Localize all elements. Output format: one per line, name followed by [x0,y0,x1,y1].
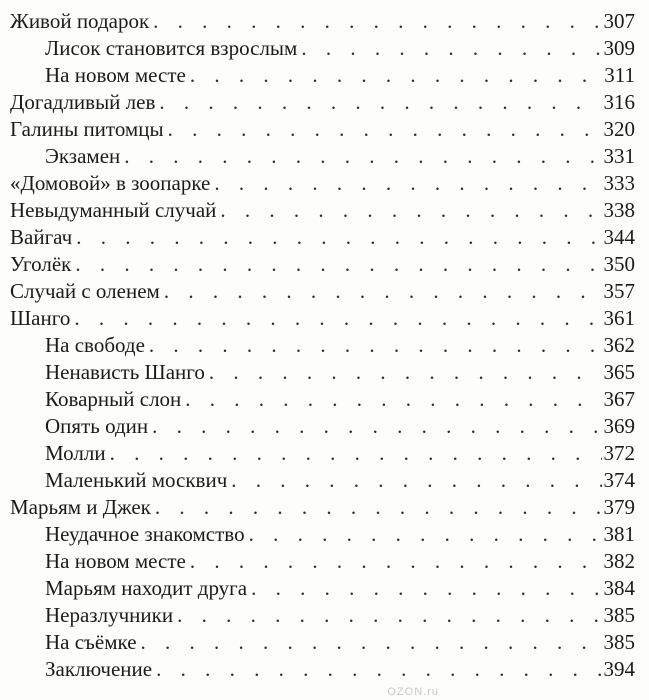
toc-entry-page-number: 350 [603,252,635,276]
toc-entry-title: На съёмке [45,630,137,654]
toc-dot-leader [76,225,601,250]
toc-entry-page-number: 338 [603,198,635,222]
toc-entry [10,522,635,549]
toc-entry-title: «Домовой» в зоопарке [10,171,211,195]
toc-dot-leader [149,333,602,358]
toc-entry-title: Экзамен [45,144,121,168]
toc-dot-leader [153,9,601,34]
toc-entry [10,630,635,657]
toc-entry [10,414,635,441]
toc-dot-leader [141,630,602,655]
toc-entry [10,306,635,333]
toc-dot-leader [155,495,602,520]
toc-entry-page-number: 379 [603,495,635,519]
toc-dot-leader [168,117,602,142]
toc-entry-page-number: 367 [603,387,635,411]
toc-entry-title: Марьям и Джек [10,495,151,519]
toc-entry-page-number: 374 [603,468,635,492]
toc-entry [10,225,635,252]
toc-dot-leader [156,657,601,682]
toc-entry [10,387,635,414]
toc-entry-title: Невыдуманный случай [10,198,217,222]
toc-entry-title: Случай с оленем [10,279,160,303]
toc-entry [10,90,635,117]
toc-entry-title: Коварный слон [45,387,182,411]
toc-entry [10,333,635,360]
toc-dot-leader [209,360,602,385]
toc-dot-leader [190,63,602,88]
toc-dot-leader [190,549,602,574]
toc-entry-title: Лисок становится взрослым [45,36,298,60]
toc-entry-page-number: 311 [604,63,635,87]
toc-entry-title: Неудачное знакомство [45,522,245,546]
toc-entry-title: На свободе [45,333,145,357]
toc-dot-leader [124,144,601,169]
toc-entry-page-number: 320 [603,117,635,141]
toc-entry-page-number: 307 [603,9,635,33]
toc-entry [10,657,635,684]
watermark: OZON.ru [387,686,439,698]
toc-entry-title: Шанго [10,306,71,330]
toc-entry [10,549,635,576]
toc-dot-leader [214,171,601,196]
toc-entry [10,144,635,171]
toc-entry-title: Маленький москвич [45,468,228,492]
toc-dot-leader [185,387,601,412]
toc-entry [10,63,635,90]
toc-entry-title: Неразлучники [45,603,174,627]
toc-entry-title: Опять один [45,414,149,438]
toc-dot-leader [75,252,601,277]
toc-entry-page-number: 394 [603,657,635,681]
toc-dot-leader [159,90,601,115]
toc-dot-leader [249,522,602,547]
toc-entry-page-number: 357 [603,279,635,303]
toc-entry-title: Галины питомцы [10,117,164,141]
toc-entry-page-number: 365 [603,360,635,384]
toc-entry [10,36,635,63]
toc-entry [10,252,635,279]
toc-entry-title: Молли [45,441,106,465]
toc-entry-page-number: 361 [603,306,635,330]
toc-entry [10,279,635,306]
toc-entry [10,576,635,603]
toc-entry-page-number: 385 [603,603,635,627]
toc-entry [10,198,635,225]
toc-entry-page-number: 382 [603,549,635,573]
toc-entry-page-number: 369 [603,414,635,438]
toc-entry-page-number: 344 [603,225,635,249]
toc-entry [10,495,635,522]
toc-dot-leader [231,468,601,493]
toc-entry-title: На новом месте [45,549,186,573]
table-of-contents [10,9,635,684]
toc-entry [10,9,635,36]
toc-entry-title: Догадливый лев [10,90,156,114]
toc-entry-page-number: 331 [603,144,635,168]
toc-entry [10,441,635,468]
toc-entry-title: На новом месте [45,63,186,87]
toc-entry-page-number: 362 [603,333,635,357]
toc-entry-title: Марьям находит друга [45,576,248,600]
toc-dot-leader [251,576,601,601]
toc-dot-leader [74,306,601,331]
toc-entry [10,468,635,495]
toc-entry [10,360,635,387]
toc-entry-page-number: 316 [603,90,635,114]
toc-entry-title: Вайгач [10,225,73,249]
toc-entry-title: Живой подарок [10,9,150,33]
toc-entry-page-number: 333 [603,171,635,195]
toc-dot-leader [220,198,601,223]
toc-dot-leader [301,36,601,61]
toc-entry-page-number: 372 [603,441,635,465]
toc-entry-title: Ненависть Шанго [45,360,205,384]
toc-dot-leader [177,603,601,628]
toc-dot-leader [110,441,602,466]
toc-entry-page-number: 309 [603,36,635,60]
toc-entry-page-number: 384 [603,576,635,600]
toc-dot-leader [164,279,602,304]
toc-entry-title: Уголёк [10,252,72,276]
toc-entry [10,171,635,198]
toc-entry-page-number: 381 [603,522,635,546]
toc-entry-page-number: 385 [603,630,635,654]
toc-dot-leader [152,414,601,439]
toc-entry-title: Заключение [45,657,153,681]
toc-entry [10,603,635,630]
toc-entry [10,117,635,144]
